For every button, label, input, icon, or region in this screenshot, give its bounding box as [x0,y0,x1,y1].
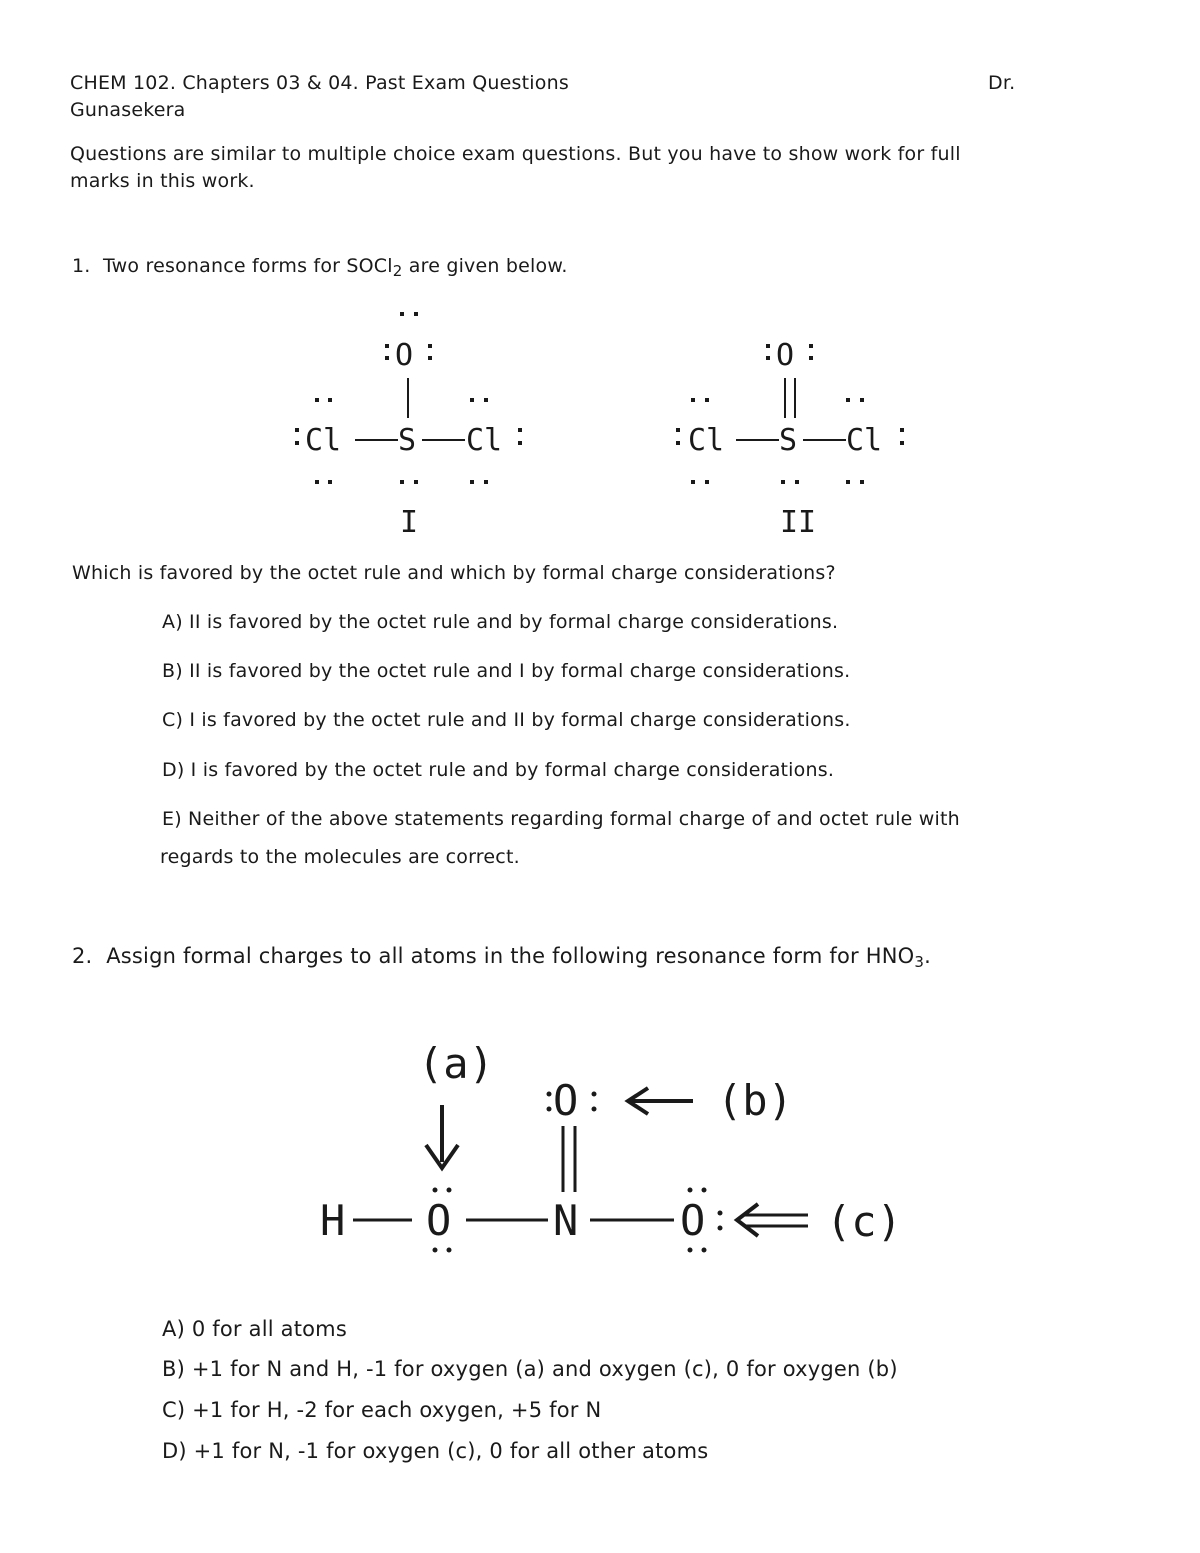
oxygen-a: O [426,1196,452,1245]
label-c: (c) [826,1197,902,1246]
structure-I-left-chlorine: Cl [305,423,342,458]
q2-number: 2. [72,944,93,968]
structure-II-label: II [780,505,817,540]
nitrogen: N [553,1196,579,1245]
structure-II-right-chlorine: Cl [846,423,883,458]
structure-II [676,338,904,540]
q2-subscript: 3 [914,953,925,971]
structure-II-sulfur: S [779,423,798,458]
intro-line-1: Questions are similar to multiple choice exam questions. But you have to show work for full [70,143,961,165]
oxygen-b: O [553,1076,579,1125]
q1-text-before: Two resonance forms for SOCl [103,255,393,277]
structure-II-left-chlorine: Cl [688,423,725,458]
structure-I [295,312,522,540]
instructor-title: Dr. [988,72,1016,94]
q1-number: 1. [72,255,91,277]
label-a: (a) [418,1039,494,1088]
hydrogen: H [320,1196,346,1245]
q2-option-c[interactable]: C) +1 for H, -2 for each oxygen, +5 for N [162,1398,602,1422]
q2-text-after: . [924,944,931,968]
q1-text-after: are given below. [402,255,568,277]
q2-option-d[interactable]: D) +1 for N, -1 for oxygen (c), 0 for all other atoms [162,1439,709,1463]
socl2-resonance-figure [0,0,1200,560]
structure-I-oxygen: O [395,338,414,373]
label-b: (b) [717,1076,793,1125]
q2-option-b[interactable]: B) +1 for N and H, -1 for oxygen (a) and oxygen (c), 0 for oxygen (b) [162,1357,898,1381]
q1-option-e-continued: regards to the molecules are correct. [160,846,520,868]
q2-text-before: Assign formal charges to all atoms in the following resonance form for HNO [106,944,915,968]
q1-option-b[interactable]: B) II is favored by the octet rule and I by formal charge considerations. [162,660,851,682]
q2-prompt [72,944,931,971]
instructor-name: Gunasekera [70,99,186,121]
q1-option-a[interactable]: A) II is favored by the octet rule and by formal charge considerations. [162,611,839,633]
intro-line-2: marks in this work. [70,170,255,192]
q1-subscript: 2 [392,262,403,280]
structure-I-sulfur: S [398,423,417,458]
hno3-figure [0,1000,1200,1270]
structure-II-oxygen: O [776,338,795,373]
q2-option-a[interactable]: A) 0 for all atoms [162,1317,347,1341]
q1-option-e[interactable]: E) Neither of the above statements regarding formal charge of and octet rule with [162,808,960,830]
doc-title: CHEM 102. Chapters 03 & 04. Past Exam Questions [70,72,569,94]
q1-option-d[interactable]: D) I is favored by the octet rule and by formal charge considerations. [162,759,835,781]
q1-question: Which is favored by the octet rule and which by formal charge considerations? [72,562,836,584]
structure-I-label: I [400,505,419,540]
q1-option-c[interactable]: C) I is favored by the octet rule and II by formal charge considerations. [162,709,851,731]
oxygen-c: O [680,1196,706,1245]
structure-I-right-chlorine: Cl [466,423,503,458]
